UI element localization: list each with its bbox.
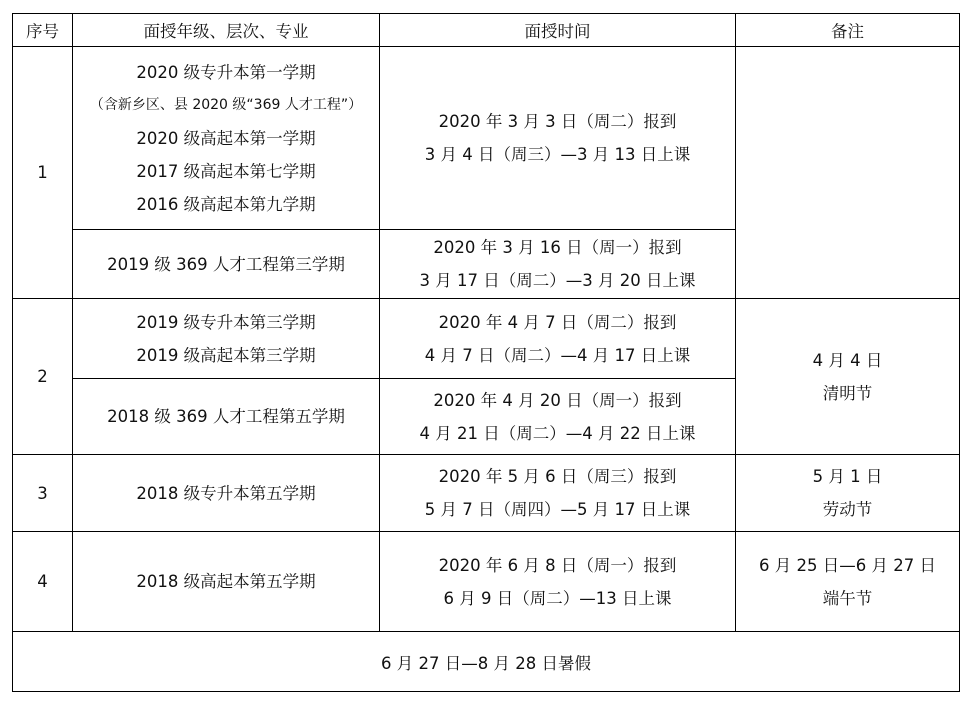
note-cell: [736, 299, 960, 455]
time-line: 6 月 9 日（周二）—13 日上课: [443, 588, 672, 608]
row-number: 2: [13, 299, 73, 455]
note-line: 6 月 25 日—6 月 27 日: [759, 555, 936, 575]
grade-line: 2016 级高起本第九学期: [136, 194, 316, 214]
time-cell: [380, 47, 736, 230]
grade-line: 2018 级 369 人才工程第五学期: [107, 407, 345, 426]
grade-line: 2020 级高起本第一学期: [136, 128, 316, 148]
grade-line: 2019 级高起本第三学期: [136, 345, 316, 365]
grade-cell: [73, 47, 380, 230]
grade-line: 2018 级专升本第五学期: [136, 483, 316, 503]
time-cell: [380, 379, 736, 455]
time-line: 2020 年 4 月 20 日（周一）报到: [433, 390, 682, 410]
note-cell: [736, 47, 960, 299]
footer-row: [13, 632, 960, 692]
grade-line: 2019 级专升本第三学期: [136, 312, 316, 332]
table-row: [13, 455, 960, 532]
table-row: [13, 532, 960, 632]
note-line: 4 月 4 日: [812, 350, 883, 370]
grade-cell: [73, 532, 380, 632]
note-cell: [736, 532, 960, 632]
time-line: 3 月 17 日（周二）—3 月 20 日上课: [419, 271, 696, 290]
time-line: 4 月 7 日（周二）—4 月 17 日上课: [424, 345, 691, 365]
grade-line: （含新乡区、县 2020 级“369 人才工程”）: [89, 96, 363, 113]
grade-cell: [73, 299, 380, 379]
time-line: 2020 年 6 月 8 日（周一）报到: [438, 555, 677, 575]
table-row: [13, 47, 960, 230]
header-cell: 序号: [13, 14, 73, 47]
grade-cell: [73, 455, 380, 532]
schedule-table: [12, 13, 960, 692]
time-line: 3 月 4 日（周三）—3 月 13 日上课: [424, 145, 691, 164]
note-line: 5 月 1 日: [812, 467, 883, 486]
note-line: 清明节: [822, 383, 873, 403]
note-line: 端午节: [822, 588, 873, 608]
header-cell: 面授年级、层次、专业: [73, 14, 380, 47]
time-cell: [380, 455, 736, 532]
time-line: 5 月 7 日（周四）—5 月 17 日上课: [424, 500, 691, 519]
time-line: 4 月 21 日（周二）—4 月 22 日上课: [419, 423, 696, 443]
grade-line: 2019 级 369 人才工程第三学期: [107, 254, 345, 274]
grade-line: 2020 级专升本第一学期: [136, 62, 316, 82]
grade-line: 2018 级高起本第五学期: [136, 572, 316, 591]
header-cell: 备注: [736, 14, 960, 47]
summer-break-note: 6 月 27 日—8 月 28 日暑假: [13, 632, 960, 692]
grade-line: 2017 级高起本第七学期: [136, 161, 316, 181]
time-cell: [380, 299, 736, 379]
header-row: [13, 14, 960, 47]
time-cell: [380, 230, 736, 299]
header-cell: 面授时间: [380, 14, 736, 47]
time-line: 2020 年 3 月 16 日（周一）报到: [433, 238, 682, 257]
time-cell: [380, 532, 736, 632]
note-cell: [736, 455, 960, 532]
time-line: 2020 年 3 月 3 日（周二）报到: [438, 112, 677, 131]
time-line: 2020 年 4 月 7 日（周二）报到: [438, 312, 677, 332]
row-number: 4: [13, 532, 73, 632]
row-number: 3: [13, 455, 73, 532]
table-row: [13, 299, 960, 379]
note-line: 劳动节: [822, 500, 873, 519]
grade-cell: [73, 230, 380, 299]
row-number: 1: [13, 47, 73, 299]
time-line: 2020 年 5 月 6 日（周三）报到: [438, 467, 677, 486]
grade-cell: [73, 379, 380, 455]
